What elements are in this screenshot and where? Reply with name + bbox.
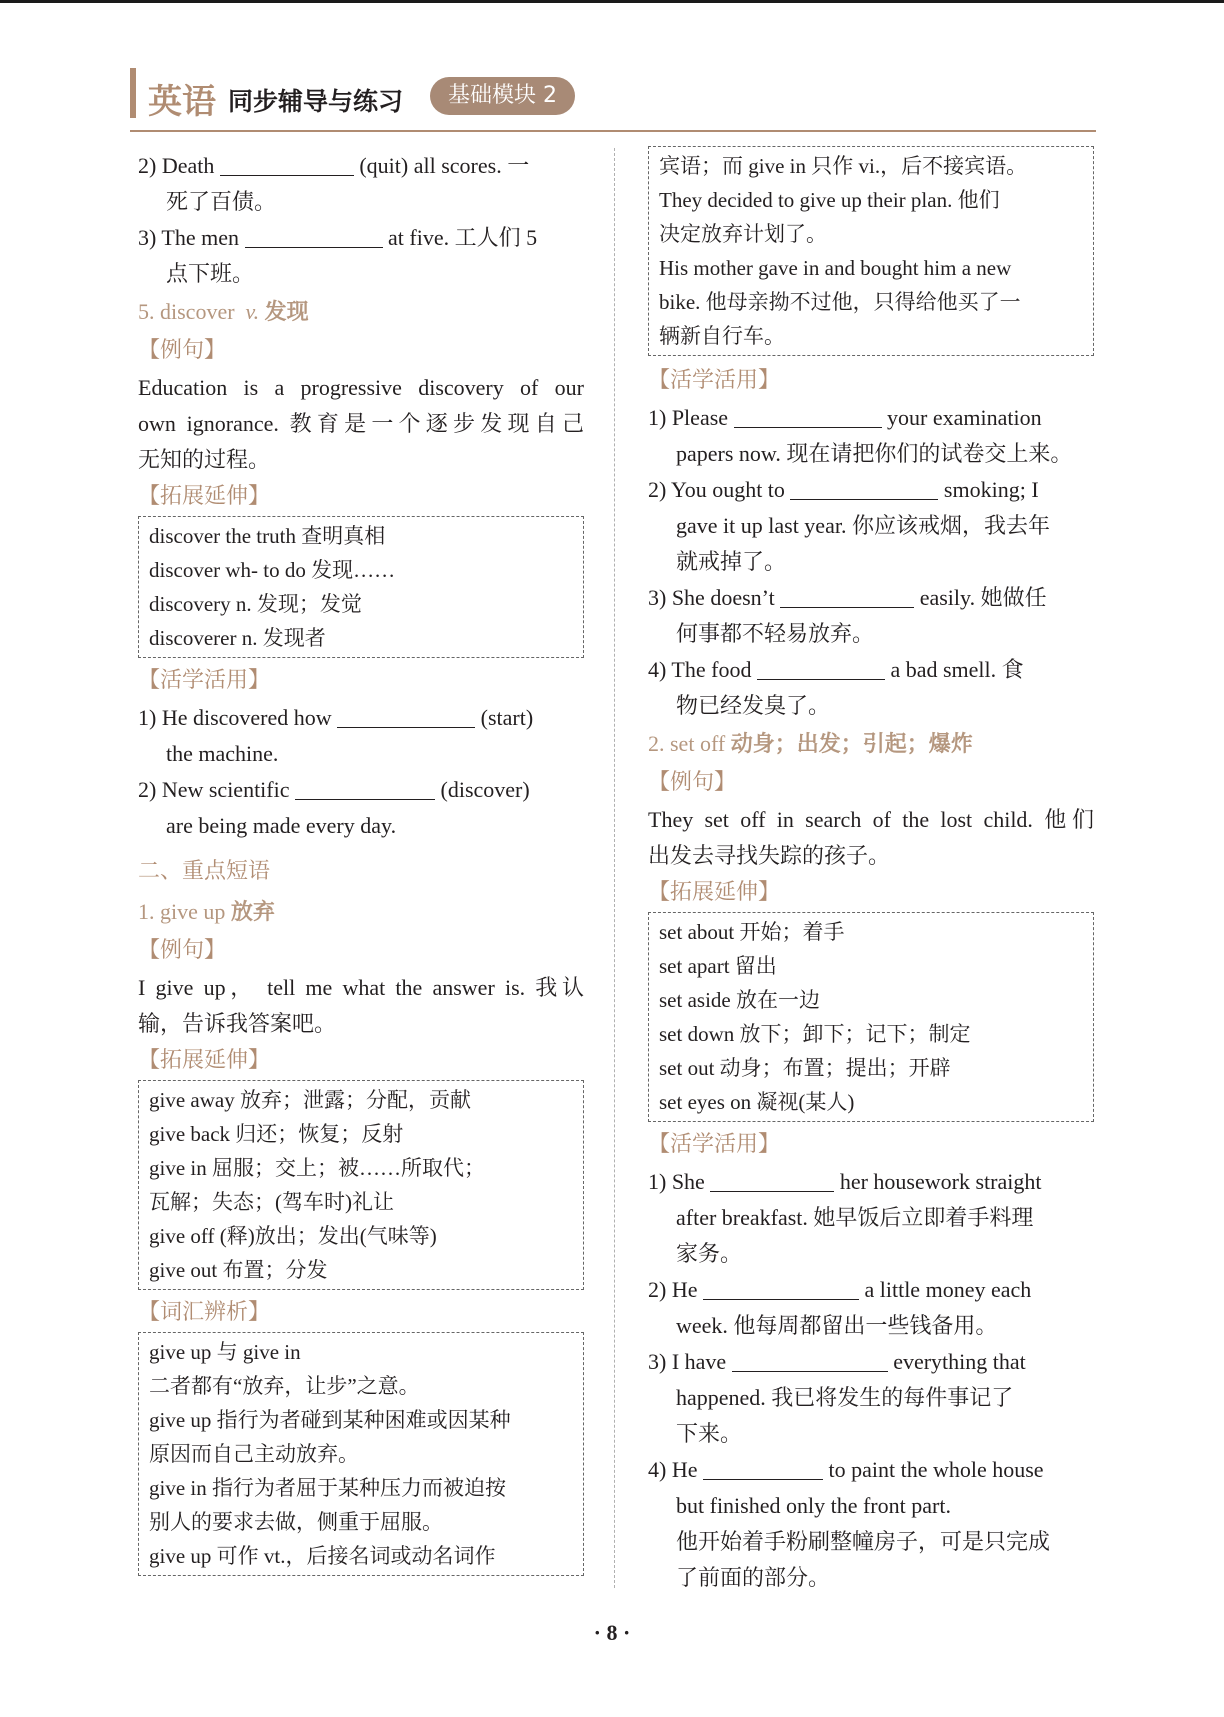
answer-blank[interactable] xyxy=(220,151,354,176)
answer-blank[interactable] xyxy=(703,1455,823,1480)
header-rule xyxy=(130,130,1096,132)
exercise-item xyxy=(648,1272,1094,1308)
example-line: 无知的过程。 xyxy=(138,447,271,472)
analysis-box-continued xyxy=(648,146,1094,356)
word-meaning: 发现 xyxy=(264,299,309,324)
exercise-continuation: 家务。 xyxy=(676,1241,743,1266)
part-of-speech: v. xyxy=(245,299,260,324)
extend-line: set out 动身；布置；提出；开辟 xyxy=(659,1056,951,1080)
exercise-continuation: are being made every day. xyxy=(166,813,397,838)
phrase-meaning: 放弃 xyxy=(230,899,275,924)
exercise-continuation: 点下班。 xyxy=(166,261,255,286)
exercise-continuation: after breakfast. 她早饭后立即着手料理 xyxy=(676,1205,1034,1230)
exercise-continuation: 下来。 xyxy=(676,1421,743,1446)
exercise-text: 2) He xyxy=(648,1277,698,1302)
answer-blank[interactable] xyxy=(703,1275,859,1300)
analysis-line: They decided to give up their plan. 他们 xyxy=(659,188,1000,212)
exercise-continuation: 他开始着手粉刷整幢房子，可是只完成 xyxy=(676,1529,1051,1554)
analysis-line: give up 可作 vt.，后接名词或动名词作 xyxy=(149,1544,496,1568)
extend-line: discover the truth 查明真相 xyxy=(149,524,386,548)
example-line: I give up， tell me what the answer is. 我认 xyxy=(138,975,584,1000)
exercise-text: 3) I have xyxy=(648,1349,727,1374)
answer-blank[interactable] xyxy=(295,775,435,800)
example-line: own ignorance. 教育是一个逐步发现自己 xyxy=(138,411,584,436)
header-accent-bar xyxy=(130,68,136,118)
analysis-line: give up 与 give in xyxy=(149,1340,301,1364)
analysis-line: 辆新自行车。 xyxy=(659,324,785,348)
analysis-line: His mother gave in and bought him a new xyxy=(659,256,1012,280)
analysis-line: give up 指行为者碰到某种困难或因某种 xyxy=(149,1408,511,1432)
column-divider xyxy=(614,148,615,1588)
exercise-text: 4) He xyxy=(648,1457,698,1482)
page-header xyxy=(130,68,1096,124)
exercise-text: 2) Death xyxy=(138,153,215,178)
exercise-continuation: gave it up last year. 你应该戒烟，我去年 xyxy=(676,513,1050,538)
extend-line: give away 放弃；泄露；分配，贡献 xyxy=(149,1088,471,1112)
word-heading xyxy=(138,292,584,332)
exercise-continuation: happened. 我已将发生的每件事记了 xyxy=(676,1385,1014,1410)
exercise-continuation: the machine. xyxy=(166,741,279,766)
example-label: 【例句】 xyxy=(648,770,737,795)
exercise-item xyxy=(648,472,1094,508)
phrase-heading xyxy=(648,724,1094,764)
exercise-item xyxy=(648,1452,1094,1488)
extend-line: give off (释)放出；发出(气味等) xyxy=(149,1224,437,1248)
analysis-line: 别人的要求去做，侧重于屈服。 xyxy=(149,1510,443,1534)
header-subject: 英语 xyxy=(148,82,216,122)
answer-blank[interactable] xyxy=(710,1167,834,1192)
exercise-text: 2) New scientific xyxy=(138,777,290,802)
phrase-heading xyxy=(138,892,584,932)
exercise-text: 4) The food xyxy=(648,657,752,682)
exercise-text: (quit) all scores. 一 xyxy=(359,153,530,178)
extend-box xyxy=(648,912,1094,1122)
exercise-text: 1) She xyxy=(648,1169,705,1194)
exercise-text: smoking; I xyxy=(943,477,1039,502)
extend-line: set aside 放在一边 xyxy=(659,988,820,1012)
exercise-text: 1) He discovered how xyxy=(138,705,332,730)
word-number: 5. discover xyxy=(138,299,235,324)
analysis-line: 二者都有“放弃，让步”之意。 xyxy=(149,1374,420,1398)
exercise-text: at five. 工人们 5 xyxy=(388,225,538,250)
exercise-item xyxy=(138,700,584,736)
extend-box xyxy=(138,1080,584,1290)
extend-line: discoverer n. 发现者 xyxy=(149,626,326,650)
exercise-item xyxy=(648,580,1094,616)
exercise-continuation: but finished only the front part. xyxy=(676,1493,951,1518)
extend-line: set apart 留出 xyxy=(659,954,777,978)
analysis-box xyxy=(138,1332,584,1576)
analysis-line: 原因而自己主动放弃。 xyxy=(149,1442,359,1466)
exercise-continuation: 何事都不轻易放弃。 xyxy=(676,621,875,646)
extend-line: give out 布置；分发 xyxy=(149,1258,328,1282)
example-line: Education is a progressive discovery of our xyxy=(138,375,584,400)
left-column xyxy=(138,148,584,1580)
extend-line: give in 屈服；交上；被……所取代； xyxy=(149,1156,485,1180)
answer-blank[interactable] xyxy=(337,703,475,728)
exercise-text: 2) You ought to xyxy=(648,477,785,502)
example-line: They set off in search of the lost child. 他们 xyxy=(648,807,1094,832)
extend-label: 【拓展延伸】 xyxy=(138,1048,271,1073)
exercise-continuation: 物已经发臭了。 xyxy=(676,693,831,718)
exercise-text: everything that xyxy=(893,1349,1026,1374)
exercise-continuation: 死了百债。 xyxy=(166,189,277,214)
analysis-line: bike. 他母亲拗不过他，只得给他买了一 xyxy=(659,290,1021,314)
example-label: 【例句】 xyxy=(138,338,227,363)
exercise-item xyxy=(138,772,584,808)
exercise-item xyxy=(138,148,584,184)
exercise-item xyxy=(648,652,1094,688)
answer-blank[interactable] xyxy=(757,655,885,680)
example-line: 出发去寻找失踪的孩子。 xyxy=(648,843,891,868)
exercise-item xyxy=(648,1164,1094,1200)
exercise-text: to paint the whole house xyxy=(828,1457,1044,1482)
extend-label: 【拓展延伸】 xyxy=(138,484,271,509)
analysis-label: 【词汇辨析】 xyxy=(138,1300,271,1325)
answer-blank[interactable] xyxy=(734,403,882,428)
page-number: · 8 · xyxy=(593,1620,631,1645)
analysis-line: 决定放弃计划了。 xyxy=(659,222,827,246)
exercise-text: your examination xyxy=(887,405,1042,430)
exercise-text: her housework straight xyxy=(839,1169,1042,1194)
answer-blank[interactable] xyxy=(245,223,383,248)
exercise-text: easily. 她做任 xyxy=(919,585,1047,610)
header-title: 同步辅导与练习 xyxy=(228,87,404,116)
extend-line: set about 开始；着手 xyxy=(659,920,845,944)
exercise-continuation: 就戒掉了。 xyxy=(676,549,787,574)
exercise-item xyxy=(648,400,1094,436)
analysis-line: give in 指行为者屈于某种压力而被迫按 xyxy=(149,1476,506,1500)
exercise-continuation: papers now. 现在请把你们的试卷交上来。 xyxy=(676,441,1073,466)
exercise-continuation: week. 他每周都留出一些钱备用。 xyxy=(676,1313,998,1338)
answer-blank[interactable] xyxy=(732,1347,888,1372)
practice-label: 【活学活用】 xyxy=(648,1132,781,1157)
example-label: 【例句】 xyxy=(138,938,227,963)
exercise-text: 1) Please xyxy=(648,405,729,430)
example-line: 输，告诉我答案吧。 xyxy=(138,1011,337,1036)
practice-label: 【活学活用】 xyxy=(138,668,271,693)
exercise-text: a bad smell. 食 xyxy=(890,657,1024,682)
extend-line: discover wh- to do 发现…… xyxy=(149,558,396,582)
extend-label: 【拓展延伸】 xyxy=(648,880,781,905)
analysis-line: 宾语；而 give in 只作 vi.，后不接宾语。 xyxy=(659,154,1028,178)
practice-label: 【活学活用】 xyxy=(648,368,781,393)
top-rule xyxy=(0,0,1224,3)
exercise-text: (start) xyxy=(480,705,534,730)
exercise-item xyxy=(648,1344,1094,1380)
answer-blank[interactable] xyxy=(780,583,914,608)
right-column xyxy=(648,146,1094,1596)
phrase-number: 2. set off xyxy=(648,731,726,756)
extend-line: set eyes on 凝视(某人) xyxy=(659,1090,855,1114)
phrase-meaning: 动身；出发；引起；爆炸 xyxy=(730,731,973,756)
exercise-text: 3) The men xyxy=(138,225,240,250)
extend-box xyxy=(138,516,584,658)
exercise-text: (discover) xyxy=(440,777,530,802)
extend-line: discovery n. 发现；发觉 xyxy=(149,592,362,616)
exercise-text: 3) She doesn’t xyxy=(648,585,775,610)
exercise-item xyxy=(138,220,584,256)
module-badge: 基础模块 2 xyxy=(430,77,575,115)
answer-blank[interactable] xyxy=(790,475,938,500)
extend-line: set down 放下；卸下；记下；制定 xyxy=(659,1022,971,1046)
phrase-number: 1. give up xyxy=(138,899,226,924)
exercise-continuation: 了前面的部分。 xyxy=(676,1565,831,1590)
extend-line: 瓦解；失态；(驾车时)礼让 xyxy=(149,1190,394,1214)
exercise-text: a little money each xyxy=(864,1277,1032,1302)
section-title: 二、重点短语 xyxy=(138,859,271,884)
extend-line: give back 归还；恢复；反射 xyxy=(149,1122,404,1146)
